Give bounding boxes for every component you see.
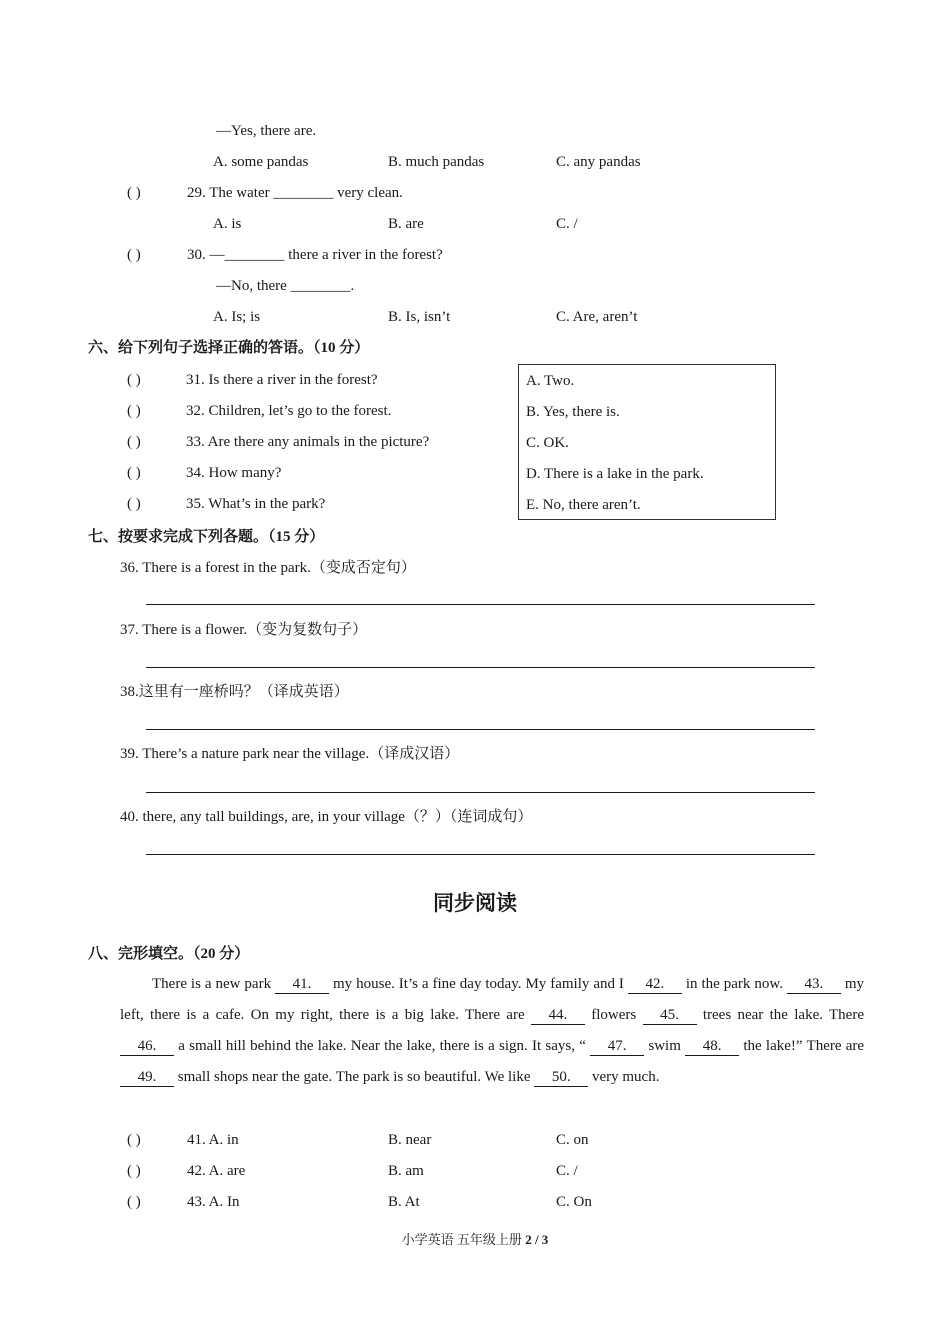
q36-answer-line[interactable] (146, 604, 815, 605)
q29-answer-paren[interactable]: ( ) (127, 185, 141, 201)
q42-option-c: C. / (556, 1163, 578, 1179)
q39-answer-line[interactable] (146, 792, 815, 793)
q29-option-c: C. / (556, 216, 578, 232)
answer-choice-c: C. OK. (526, 435, 569, 451)
passage-text: trees near the lake. There (702, 1007, 864, 1023)
q29-option-b: B. are (388, 216, 424, 232)
answer-choice-a: A. Two. (526, 373, 575, 389)
blank-48[interactable]: 48. (685, 1038, 739, 1056)
q36-prompt: 36. There is a forest in the park.（变成否定句） (120, 560, 416, 576)
q30-option-b: B. Is, isn’t (388, 309, 451, 325)
section-6-heading: 六、给下列句子选择正确的答语。（10 分） (88, 340, 370, 356)
q31-text: 31. Is there a river in the forest? (186, 372, 378, 388)
reading-section-title: 同步阅读 (433, 891, 517, 915)
q34-answer-paren[interactable]: ( ) (127, 465, 141, 481)
q33-text: 33. Are there any animals in the picture? (186, 434, 430, 450)
q30-option-a: A. Is; is (213, 309, 261, 325)
passage-text: in the park now. (685, 976, 783, 992)
q28-option-a: A. some pandas (213, 154, 309, 170)
page-footer (0, 1229, 950, 1248)
passage-text: very much. (591, 1069, 660, 1085)
q43-option-a: 43. A. In (187, 1194, 240, 1210)
q34-text: 34. How many? (186, 465, 282, 481)
q41-answer-paren[interactable]: ( ) (127, 1132, 141, 1148)
q30-text: 30. —________ there a river in the forest? (187, 247, 443, 263)
q42-answer-paren[interactable]: ( ) (127, 1163, 141, 1179)
blank-41[interactable]: 41. (275, 976, 329, 994)
q41-option-b: B. near (388, 1132, 432, 1148)
q28-option-c: C. any pandas (556, 154, 641, 170)
blank-50[interactable]: 50. (534, 1069, 588, 1087)
passage-text: my house. It’s a fine day today. My family and I (332, 976, 624, 992)
blank-43[interactable]: 43. (787, 976, 841, 994)
q38-prompt: 38.这里有一座桥吗？（译成英语） (120, 684, 349, 700)
q30-option-c: C. Are, aren’t (556, 309, 638, 325)
q30-reply: —No, there ________. (216, 278, 355, 294)
q30-answer-paren[interactable]: ( ) (127, 247, 141, 263)
q41-option-a: 41. A. in (187, 1132, 239, 1148)
q28-reply: —Yes, there are. (216, 123, 317, 139)
passage-text: a small hill behind the lake. Near the lake, there is a sign. It says, “ (178, 1038, 586, 1054)
q35-answer-paren[interactable]: ( ) (127, 496, 141, 512)
q28-option-b: B. much pandas (388, 154, 485, 170)
section-7-heading: 七、按要求完成下列各题。（15 分） (88, 529, 325, 545)
cloze-passage (120, 969, 864, 1093)
q32-answer-paren[interactable]: ( ) (127, 403, 141, 419)
page-number: 2 / 3 (525, 1232, 549, 1247)
footer-label: 小学英语 五年级上册 (401, 1232, 522, 1247)
q43-option-b: B. At (388, 1194, 420, 1210)
passage-text: swim (648, 1038, 681, 1054)
passage-text: small shops near the gate. The park is so beautiful. We like (177, 1069, 531, 1085)
q42-option-b: B. am (388, 1163, 424, 1179)
blank-47[interactable]: 47. (590, 1038, 644, 1056)
blank-49[interactable]: 49. (120, 1069, 174, 1087)
blank-44[interactable]: 44. (531, 1007, 585, 1025)
passage-text: There is a new park (152, 976, 272, 992)
q42-option-a: 42. A. are (187, 1163, 246, 1179)
passage-text: flowers (591, 1007, 637, 1023)
q40-prompt: 40. there, any tall buildings, are, in your village（？）（连词成句） (120, 809, 533, 825)
q29-text: 29. The water ________ very clean. (187, 185, 403, 201)
q39-prompt: 39. There’s a nature park near the village.（译成汉语） (120, 746, 460, 762)
q33-answer-paren[interactable]: ( ) (127, 434, 141, 450)
q40-answer-line[interactable] (146, 854, 815, 855)
answer-choice-e: E. No, there aren’t. (526, 497, 641, 513)
answer-choice-d: D. There is a lake in the park. (526, 466, 704, 482)
q29-option-a: A. is (213, 216, 242, 232)
q43-answer-paren[interactable]: ( ) (127, 1194, 141, 1210)
q32-text: 32. Children, let’s go to the forest. (186, 403, 392, 419)
passage-text: the lake!” There are (743, 1038, 865, 1054)
q31-answer-paren[interactable]: ( ) (127, 372, 141, 388)
q37-answer-line[interactable] (146, 667, 815, 668)
blank-42[interactable]: 42. (628, 976, 682, 994)
answer-choice-b: B. Yes, there is. (526, 404, 620, 420)
q35-text: 35. What’s in the park? (186, 496, 326, 512)
q43-option-c: C. On (556, 1194, 592, 1210)
q37-prompt: 37. There is a flower.（变为复数句子） (120, 622, 368, 638)
q38-answer-line[interactable] (146, 729, 815, 730)
q41-option-c: C. on (556, 1132, 589, 1148)
blank-46[interactable]: 46. (120, 1038, 174, 1056)
passage-text: my left, there is a cafe. On my right, there is a big lake. There are (120, 976, 865, 1023)
answer-choices-box (518, 364, 776, 520)
blank-45[interactable]: 45. (643, 1007, 697, 1025)
section-8-heading: 八、完形填空。（20 分） (88, 946, 250, 962)
